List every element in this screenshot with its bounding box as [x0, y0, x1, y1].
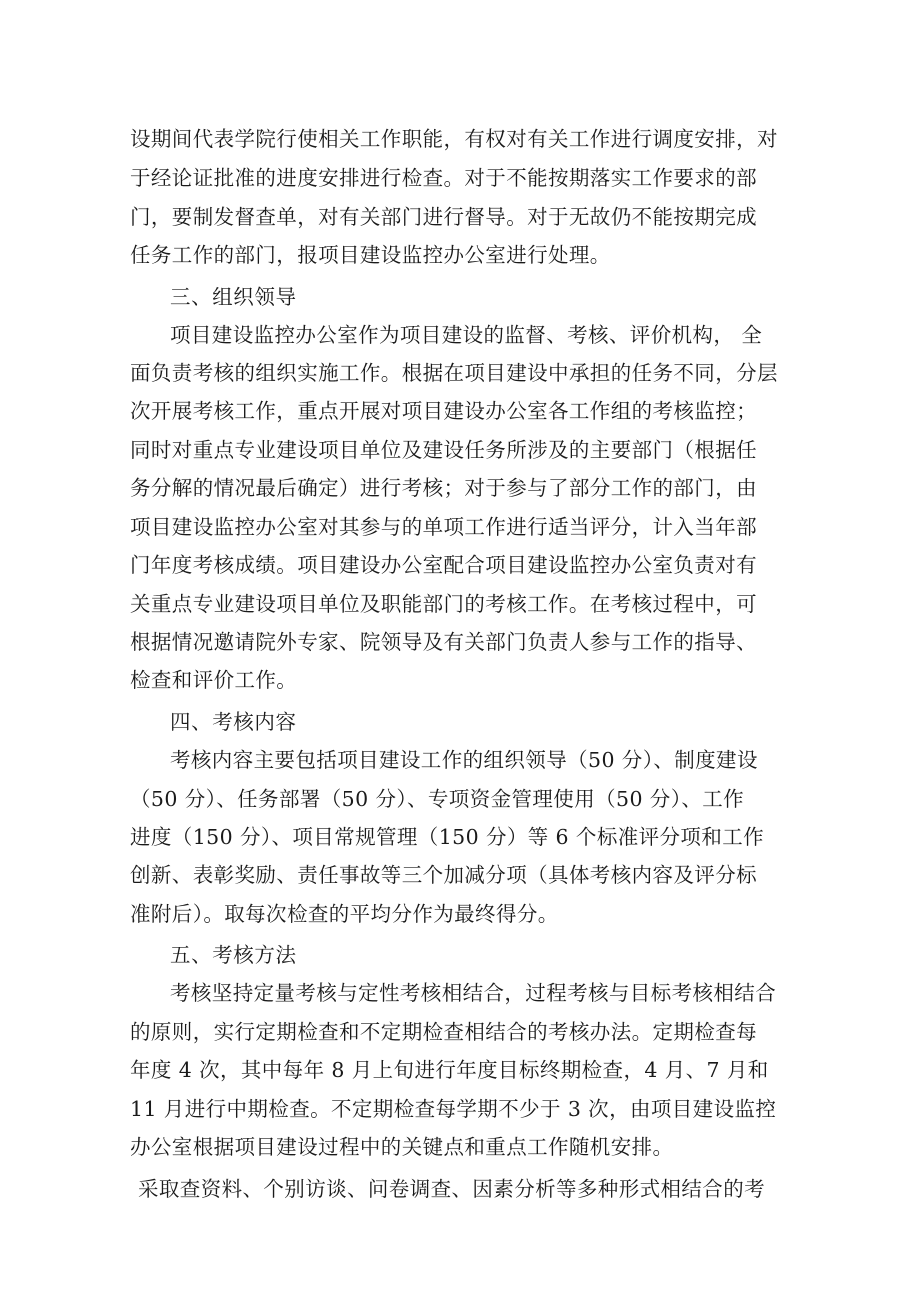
text-line: 于经论证批准的进度安排进行检查。对于不能按期落实工作要求的部: [130, 166, 757, 190]
text-line: 门年度考核成绩。项目建设办公室配合项目建设监控办公室负责对有: [130, 553, 757, 577]
text-line: 年度 4 次，其中每年 8 月上旬进行年度目标终期检查，4 月、7 月和: [130, 1058, 769, 1082]
section-heading: 五、考核方法: [170, 943, 297, 967]
text-line: 务分解的情况最后确定）进行考核；对于参与了部分工作的部门，由: [130, 476, 757, 500]
text-line: 面负责考核的组织实施工作。根据在项目建设中承担的任务不同，分层: [130, 361, 778, 385]
text-line: 的原则，实行定期检查和不定期检查相结合的考核办法。定期检查每: [130, 1020, 757, 1044]
text-line: 项目建设监控办公室作为项目建设的监督、考核、评价机构， 全: [170, 323, 763, 347]
text-line: 进度（150 分）、项目常规管理（150 分）等 6 个标准评分项和工作: [130, 825, 765, 849]
text-line: 同时对重点专业建设项目单位及建设任务所涉及的主要部门（根据任: [130, 438, 757, 462]
text-line: 任务工作的部门，报项目建设监控办公室进行处理。: [130, 243, 611, 267]
text-line: 办公室根据项目建设过程中的关键点和重点工作随机安排。: [130, 1135, 674, 1159]
section-heading: 四、考核内容: [170, 710, 297, 734]
text-line: 根据情况邀请院外专家、院领导及有关部门负责人参与工作的指导、: [130, 630, 757, 654]
text-line: （50 分）、任务部署（50 分）、专项资金管理使用（50 分）、工作: [130, 787, 745, 811]
text-line: 设期间代表学院行使相关工作职能，有权对有关工作进行调度安排，对: [130, 127, 778, 151]
text-line: 次开展考核工作，重点开展对项目建设办公室各工作组的考核监控；: [130, 399, 757, 423]
text-line: 项目建设监控办公室对其参与的单项工作进行适当评分，计入当年部: [130, 515, 757, 539]
text-line: 11 月进行中期检查。不定期检查每学期不少于 3 次，由项目建设监控: [130, 1097, 777, 1121]
text-line: 检查和评价工作。: [130, 668, 298, 692]
text-line: 准附后）。取每次检查的平均分作为最终得分。: [130, 902, 559, 926]
text-line: 门，要制发督查单，对有关部门进行督导。对于无故仍不能按期完成: [130, 205, 757, 229]
text-line: 考核坚持定量考核与定性考核相结合，过程考核与目标考核相结合: [170, 981, 777, 1005]
text-line: 关重点专业建设项目单位及职能部门的考核工作。在考核过程中，可: [130, 592, 757, 616]
section-heading: 三、组织领导: [170, 285, 297, 309]
text-line: 考核内容主要包括项目建设工作的组织领导（50 分）、制度建设: [170, 748, 758, 772]
text-line: 创新、表彰奖励、责任事故等三个加减分项（具体考核内容及评分标: [130, 863, 757, 887]
text-line: 采取查资料、个别访谈、问卷调查、因素分析等多种形式相结合的考: [138, 1177, 765, 1201]
